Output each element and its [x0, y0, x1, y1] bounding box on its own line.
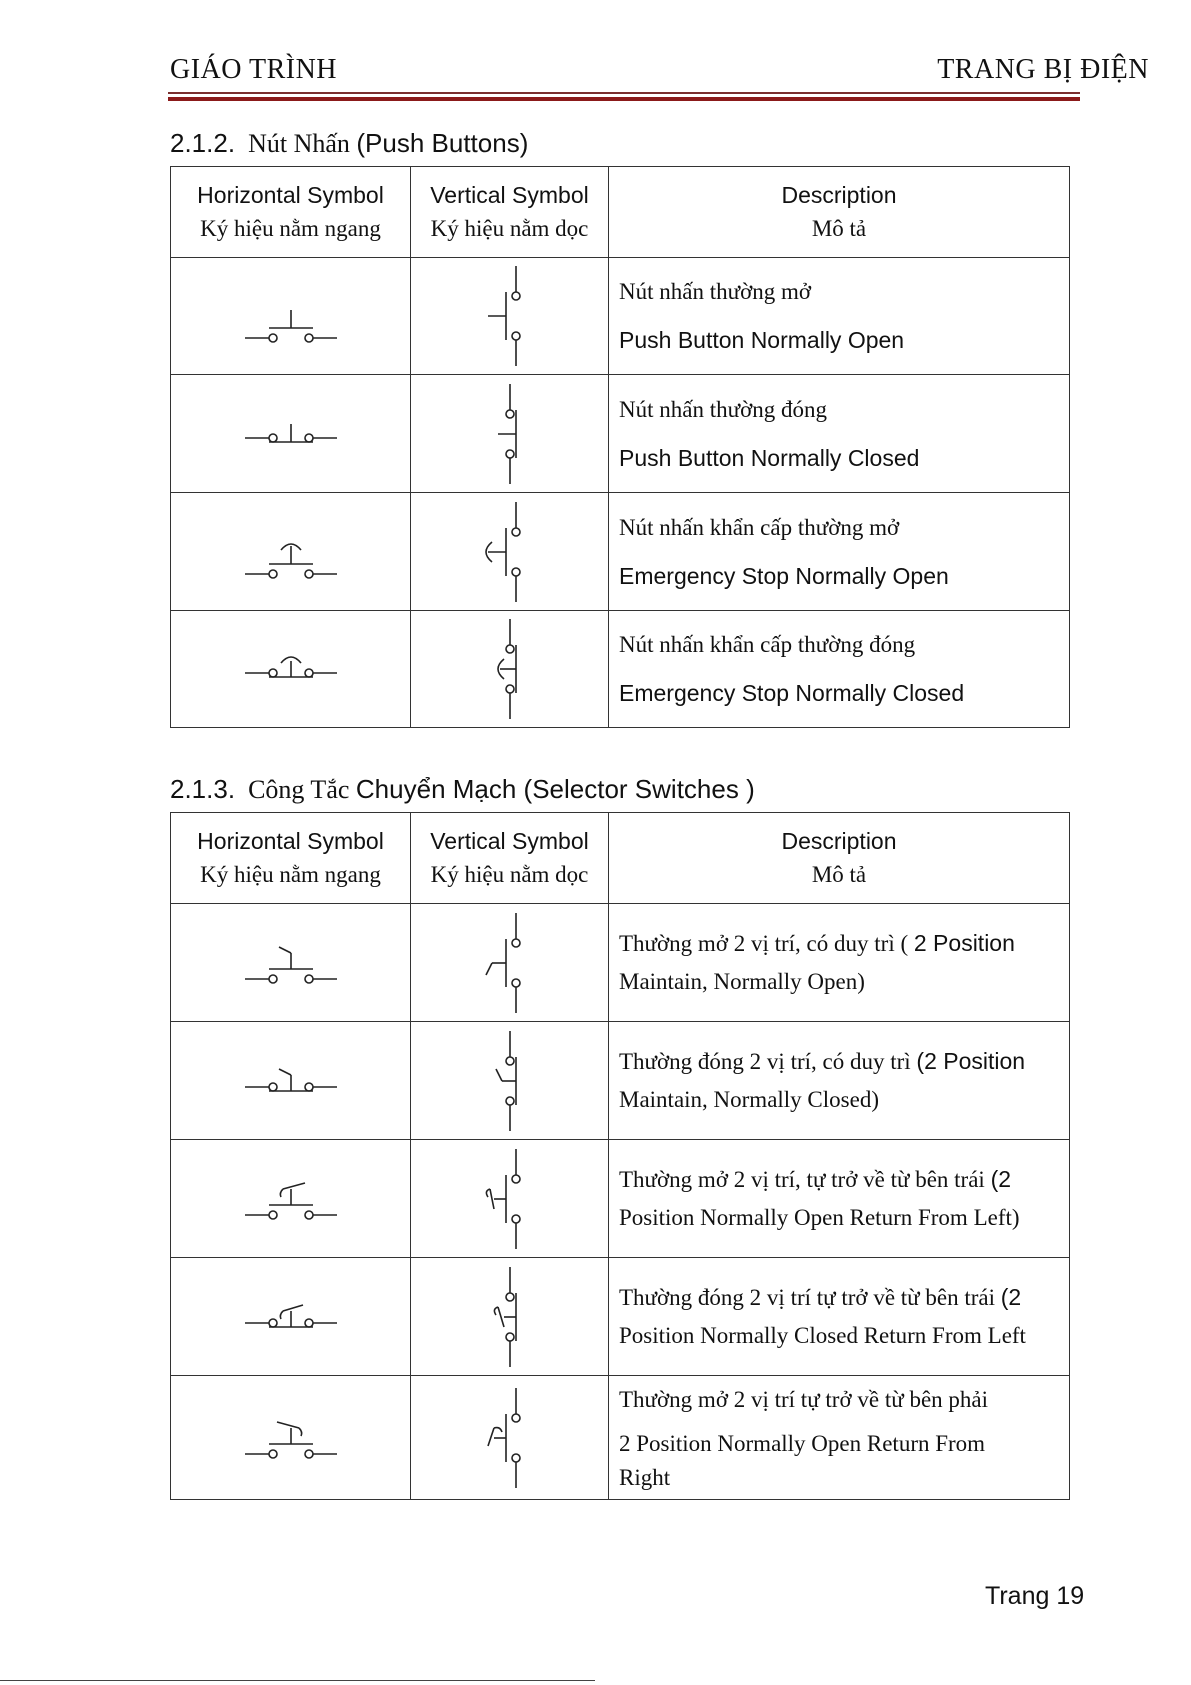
- table-row: [171, 1258, 1070, 1376]
- col-header-en: Horizontal Symbol: [197, 828, 384, 854]
- col-header-description: [609, 813, 1070, 904]
- pb-no-vertical-symbol: [411, 258, 609, 375]
- estop-no-description: [609, 493, 1070, 611]
- desc-en: Push Button Normally Closed: [619, 444, 920, 471]
- sel-return-left-nc-description: [609, 1258, 1070, 1376]
- desc-en: (2: [990, 1166, 1012, 1192]
- col-header-vn: Mô tả: [811, 862, 867, 887]
- header-right: TRANG BỊ ĐIỆN: [937, 54, 1149, 85]
- section-number: 2.1.3.: [170, 774, 236, 804]
- table-header-row: [171, 167, 1070, 258]
- push-buttons-table: [170, 166, 1070, 728]
- desc-en: Emergency Stop Normally Open: [619, 562, 949, 589]
- col-header-horizontal: [171, 167, 411, 258]
- table-row: [171, 1022, 1070, 1140]
- col-header-en: Horizontal Symbol: [197, 182, 384, 208]
- table-row: [171, 493, 1070, 611]
- desc-line-1: [619, 924, 1065, 963]
- desc-vn: Thường mở 2 vị trí, có duy trì (: [619, 931, 914, 956]
- col-header-en: Description: [781, 828, 897, 854]
- sel-maintain-nc-description: [609, 1022, 1070, 1140]
- table-row: [171, 1140, 1070, 1258]
- sel-return-right-no-description: [609, 1376, 1070, 1500]
- table-header-row: [171, 813, 1070, 904]
- col-header-vertical: [411, 813, 609, 904]
- table-row: [171, 904, 1070, 1022]
- desc-en: Emergency Stop Normally Closed: [619, 680, 965, 706]
- desc-line-1: [619, 1042, 1065, 1081]
- sel-maintain-no-description: [609, 904, 1070, 1022]
- estop-nc-description: [609, 611, 1070, 728]
- col-header-en: Vertical Symbol: [430, 182, 589, 208]
- desc-line-2: Maintain, Normally Open): [619, 969, 865, 994]
- col-header-en: Description: [781, 182, 897, 208]
- section-title-vn: Nút Nhấn: [248, 129, 350, 158]
- desc-vn: Nút nhấn thường đóng: [619, 396, 827, 422]
- desc-line-3: Right: [619, 1464, 671, 1490]
- table-row: [171, 375, 1070, 493]
- section-title-push-buttons: [170, 128, 528, 159]
- desc-line-1: [619, 1278, 1065, 1317]
- sel-return-left-no-description: [609, 1140, 1070, 1258]
- desc-vn: Nút nhấn khẩn cấp thường mở: [619, 514, 900, 540]
- page-number: Trang 19: [985, 1582, 1085, 1610]
- section-title-vn: Công Tắc: [248, 775, 350, 804]
- header-rule: [168, 92, 1080, 94]
- desc-line-2: 2 Position Normally Open Return From: [619, 1430, 986, 1456]
- sel-return-left-no-vertical-symbol: [411, 1140, 609, 1258]
- desc-en: Push Button Normally Open: [619, 327, 905, 353]
- estop-no-vertical-symbol: [411, 493, 609, 611]
- table-row: [171, 1376, 1070, 1500]
- desc-vn: Nút nhấn thường mở: [619, 279, 812, 304]
- sel-maintain-nc-horizontal-symbol: [171, 1022, 411, 1140]
- desc-vn: Thường đóng 2 vị trí tự trở về từ bên trái: [619, 1285, 1001, 1310]
- pb-nc-description: [609, 375, 1070, 493]
- sel-return-right-no-horizontal-symbol: [171, 1376, 411, 1500]
- col-header-description: [609, 167, 1070, 258]
- col-header-en: Vertical Symbol: [430, 828, 589, 854]
- desc-en: (2: [1000, 1284, 1022, 1310]
- sel-maintain-no-vertical-symbol: [411, 904, 609, 1022]
- desc-line-2: Maintain, Normally Closed): [619, 1087, 879, 1112]
- sel-return-left-nc-horizontal-symbol: [171, 1258, 411, 1376]
- pb-nc-horizontal-symbol: [171, 375, 411, 493]
- section-title-selector-switches: [170, 774, 755, 805]
- col-header-vn: Ký hiệu nằm dọc: [430, 862, 589, 887]
- section-number: 2.1.2.: [170, 128, 236, 158]
- col-header-vn: Ký hiệu nằm ngang: [200, 216, 381, 241]
- estop-no-horizontal-symbol: [171, 493, 411, 611]
- sel-return-left-nc-vertical-symbol: [411, 1258, 609, 1376]
- sel-return-right-no-vertical-symbol: [411, 1376, 609, 1500]
- header-left: GIÁO TRÌNH: [170, 54, 338, 85]
- desc-en: 2 Position: [913, 930, 1015, 956]
- desc-vn: Nút nhấn khẩn cấp thường đóng: [619, 632, 916, 657]
- header-rule-thick: [168, 97, 1080, 101]
- desc-vn: Thường đóng 2 vị trí, có duy trì: [619, 1049, 917, 1074]
- desc-line-1: [619, 1160, 1065, 1199]
- table-row: [171, 611, 1070, 728]
- desc-line-1: Thường mở 2 vị trí tự trở về từ bên phải: [619, 1386, 988, 1412]
- col-header-vn: Mô tả: [811, 216, 867, 241]
- estop-nc-vertical-symbol: [411, 611, 609, 728]
- desc-line-2: Position Normally Closed Return From Left: [619, 1323, 1026, 1348]
- pb-no-horizontal-symbol: [171, 258, 411, 375]
- desc-en: (2 Position: [916, 1048, 1026, 1074]
- desc-line-2: Position Normally Open Return From Left): [619, 1205, 1020, 1230]
- col-header-vn: Ký hiệu nằm ngang: [200, 862, 381, 887]
- table-row: [171, 258, 1070, 375]
- col-header-horizontal: [171, 813, 411, 904]
- pb-nc-vertical-symbol: [411, 375, 609, 493]
- col-header-vertical: [411, 167, 609, 258]
- sel-maintain-nc-vertical-symbol: [411, 1022, 609, 1140]
- section-title-en: (Push Buttons): [356, 128, 529, 158]
- selector-switches-table: [170, 812, 1070, 1500]
- col-header-vn: Ký hiệu nằm dọc: [430, 216, 589, 241]
- pb-no-description: [609, 258, 1070, 375]
- desc-vn: Thường mở 2 vị trí, tự trở về từ bên trái: [619, 1167, 991, 1192]
- section-title-en: Chuyển Mạch (Selector Switches ): [355, 774, 755, 804]
- estop-nc-horizontal-symbol: [171, 611, 411, 728]
- sel-maintain-no-horizontal-symbol: [171, 904, 411, 1022]
- sel-return-left-no-horizontal-symbol: [171, 1140, 411, 1258]
- footer-rule: [0, 1680, 595, 1681]
